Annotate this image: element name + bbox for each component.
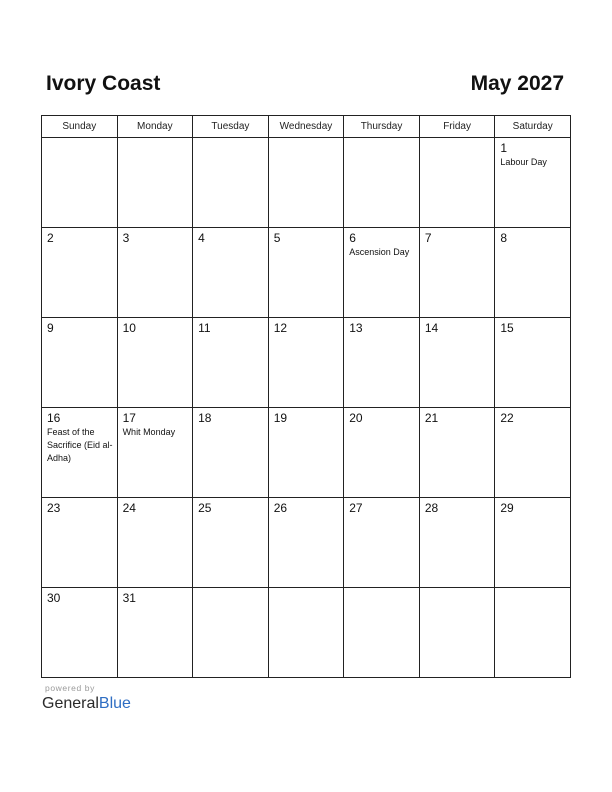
weekday-header: Monday [117, 116, 193, 138]
day-cell [495, 408, 571, 498]
day-cell [419, 588, 495, 678]
day-number: 26 [273, 501, 288, 515]
country-title: Ivory Coast [46, 72, 161, 95]
day-cell [419, 408, 495, 498]
day-cell [193, 408, 269, 498]
day-cell [419, 318, 495, 408]
day-number: 30 [47, 591, 61, 605]
month-year-title: May 2027 [470, 72, 564, 95]
day-cell [419, 498, 495, 588]
day-number: 4 [198, 231, 205, 245]
holiday-label: Labour Day [500, 157, 547, 167]
day-number: 17 [122, 411, 136, 425]
day-cell [419, 228, 495, 318]
day-number: 20 [349, 411, 363, 425]
day-cell [268, 228, 344, 318]
calendar-grid [41, 115, 571, 678]
day-number: 9 [47, 321, 54, 335]
day-cell [344, 498, 420, 588]
day-number: 28 [424, 501, 439, 515]
day-number: 2 [47, 231, 54, 245]
day-cell [42, 588, 118, 678]
day-number: 11 [198, 321, 211, 335]
day-number: 21 [424, 411, 439, 425]
day-number: 18 [198, 411, 212, 425]
day-cell [193, 138, 269, 228]
brand-logo [42, 694, 131, 714]
day-cell [42, 318, 118, 408]
brand-name-general: General [42, 695, 99, 712]
day-cell [117, 318, 193, 408]
day-cell [268, 408, 344, 498]
holiday-label: Whit Monday [122, 427, 176, 437]
day-number: 10 [122, 321, 136, 335]
day-cell [42, 498, 118, 588]
day-cell [268, 318, 344, 408]
calendar-body [42, 138, 571, 678]
day-cell [344, 408, 420, 498]
week-row [42, 318, 571, 408]
day-cell [42, 138, 118, 228]
day-cell [268, 138, 344, 228]
weekday-header: Wednesday [268, 116, 344, 138]
weekday-header-row [42, 116, 571, 138]
day-number: 5 [273, 231, 281, 245]
day-cell [117, 228, 193, 318]
day-number: 19 [273, 411, 288, 425]
day-cell [344, 318, 420, 408]
day-number: 24 [122, 501, 136, 515]
day-cell [495, 498, 571, 588]
day-cell [495, 138, 571, 228]
day-number: 22 [500, 411, 514, 425]
day-number: 1 [500, 141, 508, 155]
weekday-header: Friday [419, 116, 495, 138]
week-row [42, 408, 571, 498]
week-row [42, 138, 571, 228]
weekday-header: Sunday [42, 116, 118, 138]
day-cell [117, 138, 193, 228]
day-number: 3 [122, 231, 130, 245]
day-number: 13 [349, 321, 363, 335]
day-number: 27 [349, 501, 363, 515]
weekday-header: Thursday [344, 116, 420, 138]
day-cell [117, 498, 193, 588]
day-number: 8 [500, 231, 508, 245]
day-number: 14 [424, 321, 439, 335]
holiday-label: Ascension Day [349, 247, 410, 257]
day-cell [419, 138, 495, 228]
day-number: 31 [122, 591, 136, 605]
day-cell [495, 588, 571, 678]
weekday-header: Tuesday [193, 116, 269, 138]
day-cell [268, 588, 344, 678]
powered-by-text: powered by [45, 683, 95, 693]
holiday-label: Feast of the Sacrifice (Eid al-Adha) [47, 427, 113, 463]
week-row [42, 588, 571, 678]
day-number: 23 [47, 501, 61, 515]
day-number: 12 [273, 321, 288, 335]
day-number: 15 [500, 321, 514, 335]
day-cell [42, 228, 118, 318]
day-cell [344, 588, 420, 678]
day-cell [117, 408, 193, 498]
day-cell [193, 228, 269, 318]
day-cell [268, 498, 344, 588]
day-cell [495, 228, 571, 318]
day-number: 25 [198, 501, 212, 515]
brand-name-blue: Blue [98, 695, 131, 712]
day-cell [193, 318, 269, 408]
day-cell [193, 588, 269, 678]
week-row [42, 228, 571, 318]
day-number: 29 [500, 501, 514, 515]
day-cell [193, 498, 269, 588]
day-number: 6 [349, 231, 356, 245]
day-cell [495, 318, 571, 408]
day-cell [42, 408, 118, 498]
day-number: 7 [424, 231, 432, 245]
day-number: 16 [47, 411, 61, 425]
week-row [42, 498, 571, 588]
day-cell [344, 138, 420, 228]
weekday-header: Saturday [495, 116, 571, 138]
day-cell [117, 588, 193, 678]
day-cell [344, 228, 420, 318]
